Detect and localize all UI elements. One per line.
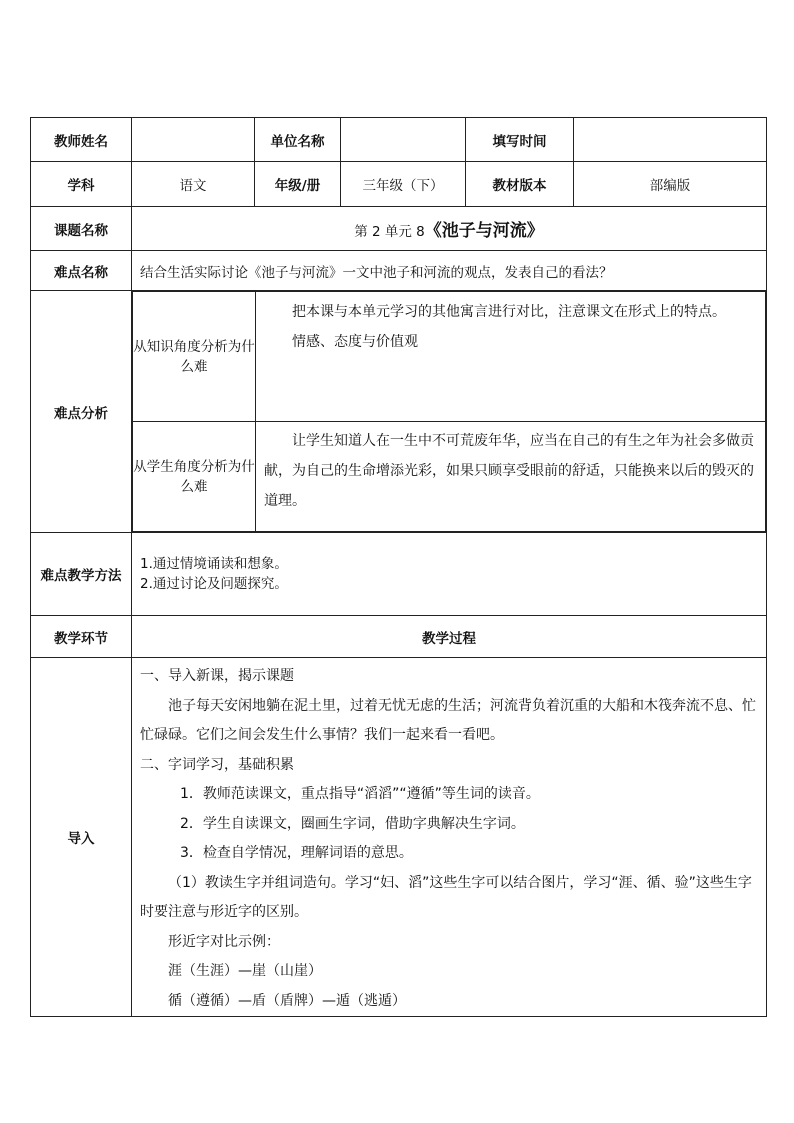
topic-value: [132, 207, 767, 251]
topic-title: 《池子与河流》: [424, 221, 544, 241]
intro-line-3: 二、字词学习，基础积累: [140, 756, 294, 773]
intro-line-1: 一、导入新课，揭示课题: [140, 668, 294, 684]
intro-line-6: 3．检查自学情况，理解词语的意思。: [180, 845, 413, 861]
header-row-2: [31, 162, 767, 207]
difficulty-row: [31, 251, 767, 291]
difficulty-value: 结合生活实际讨论《池子与河流》一文中池子和河流的观点，发表自己的看法？: [132, 251, 767, 291]
student-analysis-label: 从学生角度分析为什么难: [133, 422, 256, 532]
teacher-value: [132, 118, 255, 162]
method-item-1: 1.通过情境诵读和想象。: [140, 556, 288, 572]
stage-label: 教学环节: [31, 616, 132, 658]
knowledge-analysis-label: 从知识角度分析为什么难: [133, 292, 256, 422]
grade-label: 年级/册: [255, 162, 341, 207]
analysis-inner-table: [132, 291, 766, 532]
unit-label: 单位名称: [255, 118, 341, 162]
methods-value: [132, 533, 767, 616]
difficulty-label: 难点名称: [31, 251, 132, 291]
intro-line-4: 1．教师范读课文，重点指导“滔滔”“遵循”等生词的读音。: [180, 786, 540, 802]
analysis-label: 难点分析: [31, 291, 132, 533]
unit-value: [341, 118, 466, 162]
intro-line-9: 涯（生涯）—崖（山崖）: [168, 963, 322, 979]
method-item-2: 2.通过讨论及问题探究。: [140, 576, 288, 592]
intro-label: 导入: [31, 658, 132, 1017]
topic-row: [31, 207, 767, 251]
lesson-plan-table: [30, 117, 767, 1017]
analysis-row: [31, 291, 767, 533]
edition-label: 教材版本: [466, 162, 574, 207]
intro-line-7: （1）教读生字并组词造句。学习“妇、滔”这些生字可以结合图片，学习“涯、循、验”这些生字时要注意与形近字的区别。: [140, 874, 752, 920]
knowledge-analysis-p2: 情感、态度与价值观: [292, 334, 418, 350]
subject-label: 学科: [31, 162, 132, 207]
methods-label: 难点教学方法: [31, 533, 132, 616]
edition-value: 部编版: [574, 162, 767, 207]
intro-row: [31, 658, 767, 1017]
teacher-label: 教师姓名: [31, 118, 132, 162]
subject-value: 语文: [132, 162, 255, 207]
grade-value: 三年级（下）: [341, 162, 466, 207]
header-row-1: [31, 118, 767, 162]
intro-line-2: 池子每天安闲地躺在泥土里，过着无忧无虑的生活；河流背负着沉重的大船和木筏奔流不息、忙忙碌碌。它们之间会发生什么事情？我们一起来看一看吧。: [140, 697, 756, 743]
student-analysis-p1: 让学生知道人在一生中不可荒废年华，应当在自己的有生之年为社会多做贡献，为自己的生命增添光彩，如果只顾享受眼前的舒适，只能换来以后的毁灭的道理。: [264, 433, 754, 509]
knowledge-analysis-text: [256, 292, 766, 422]
topic-prefix: 第 2 单元 8: [354, 224, 425, 240]
intro-content: [132, 658, 767, 1017]
knowledge-analysis-p1: 把本课与本单元学习的其他寓言进行对比，注意课文在形式上的特点。: [292, 304, 726, 320]
date-label: 填写时间: [466, 118, 574, 162]
methods-row: [31, 533, 767, 616]
intro-line-5: 2．学生自读课文，圈画生字词，借助字典解决生字词。: [180, 815, 525, 832]
intro-line-8: 形近字对比示例：: [168, 933, 280, 950]
topic-label: 课题名称: [31, 207, 132, 251]
process-label: 教学过程: [132, 616, 767, 658]
intro-line-10: 循（遵循）—盾（盾牌）—遁（逃遁）: [168, 992, 406, 1009]
student-analysis-text: [256, 422, 766, 532]
process-header-row: [31, 616, 767, 658]
date-value: [574, 118, 767, 162]
